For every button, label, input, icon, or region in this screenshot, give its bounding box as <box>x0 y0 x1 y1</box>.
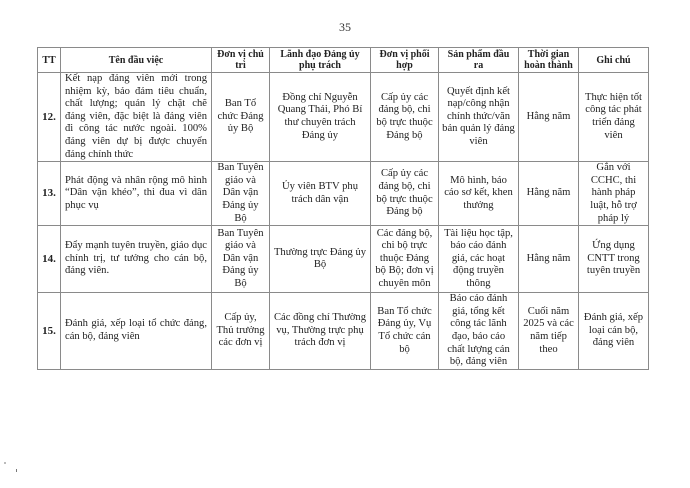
header-deadline: Thời gian hoàn thành <box>519 48 579 73</box>
task-table <box>37 47 649 370</box>
cell-task: Phát động và nhân rộng mô hình “Dân vận khéo”, thi đua vì dân phục vụ <box>61 162 212 226</box>
scan-speck <box>4 462 6 464</box>
cell-note: Ứng dụng CNTT trong tuyên truyền <box>579 226 649 293</box>
cell-output: Quyết định kết nạp/công nhận chính thức/văn bản quản lý đảng viên <box>439 73 519 162</box>
cell-deadline: Hằng năm <box>519 162 579 226</box>
cell-leader: Ủy viên BTV phụ trách dân vận <box>270 162 371 226</box>
cell-leader: Thường trực Đảng ủy Bộ <box>270 226 371 293</box>
cell-tt: 14. <box>38 226 61 293</box>
cell-lead-unit: Ban Tuyên giáo và Dân vận Đảng ủy Bộ <box>212 226 270 293</box>
table-row <box>38 293 649 370</box>
cell-task: Đẩy mạnh tuyên truyền, giáo dục chính trị, tư tưởng cho cán bộ, đảng viên. <box>61 226 212 293</box>
cell-coordinating-unit: Ban Tổ chức Đảng ủy, Vụ Tổ chức cán bộ <box>371 293 439 370</box>
cell-coordinating-unit: Các đảng bộ, chi bộ trực thuộc Đảng bộ Bộ; đơn vị chuyên môn <box>371 226 439 293</box>
cell-output: Mô hình, báo cáo sơ kết, khen thưởng <box>439 162 519 226</box>
table-row <box>38 162 649 226</box>
scan-speck <box>16 469 17 472</box>
header-note: Ghi chú <box>579 48 649 73</box>
cell-note: Thực hiện tốt công tác phát triển đảng viên <box>579 73 649 162</box>
cell-lead-unit: Ban Tổ chức Đảng ủy Bộ <box>212 73 270 162</box>
cell-task: Kết nạp đảng viên mới trong nhiệm kỳ, bảo đảm tiêu chuẩn, chất lượng; quản lý chặt chẽ đảng viên, đặc biệt là đảng viên đi công tác nước ngoài. 100% đảng viên dự bị được chuyển đảng chính thức <box>61 73 212 162</box>
cell-lead-unit: Cấp ủy, Thủ trưởng các đơn vị <box>212 293 270 370</box>
header-coordinating-unit: Đơn vị phối hợp <box>371 48 439 73</box>
table-header-row <box>38 48 649 73</box>
cell-leader: Đồng chí Nguyễn Quang Thái, Phó Bí thư chuyên trách Đảng ủy <box>270 73 371 162</box>
cell-coordinating-unit: Cấp ủy các đảng bộ, chi bộ trực thuộc Đảng bộ <box>371 162 439 226</box>
cell-tt: 13. <box>38 162 61 226</box>
cell-output: Báo cáo đánh giá, tổng kết công tác lãnh đạo, báo cáo chất lượng cán bộ, đảng viên <box>439 293 519 370</box>
cell-note: Đánh giá, xếp loại cán bộ, đảng viên <box>579 293 649 370</box>
cell-deadline: Hằng năm <box>519 73 579 162</box>
cell-deadline: Hằng năm <box>519 226 579 293</box>
cell-deadline: Cuối năm 2025 và các năm tiếp theo <box>519 293 579 370</box>
cell-output: Tài liệu học tập, báo cáo đánh giá, các hoạt động truyền thông <box>439 226 519 293</box>
page-number: 35 <box>339 20 351 34</box>
cell-lead-unit: Ban Tuyên giáo và Dân vận Đảng ủy Bộ <box>212 162 270 226</box>
table-row <box>38 226 649 293</box>
cell-note: Gắn với CCHC, thi hành pháp luật, hỗ trợ pháp lý <box>579 162 649 226</box>
header-output: Sản phẩm đầu ra <box>439 48 519 73</box>
cell-coordinating-unit: Cấp ủy các đảng bộ, chi bộ trực thuộc Đảng bộ <box>371 73 439 162</box>
cell-tt: 15. <box>38 293 61 370</box>
header-task: Tên đầu việc <box>61 48 212 73</box>
cell-tt: 12. <box>38 73 61 162</box>
table-row <box>38 73 649 162</box>
cell-task: Đánh giá, xếp loại tổ chức đảng, cán bộ, đảng viên <box>61 293 212 370</box>
header-lead-unit: Đơn vị chủ trì <box>212 48 270 73</box>
cell-leader: Các đồng chí Thường vụ, Thường trực phụ trách đơn vị <box>270 293 371 370</box>
header-tt: TT <box>38 48 61 73</box>
header-leader: Lãnh đạo Đảng ủy phụ trách <box>270 48 371 73</box>
